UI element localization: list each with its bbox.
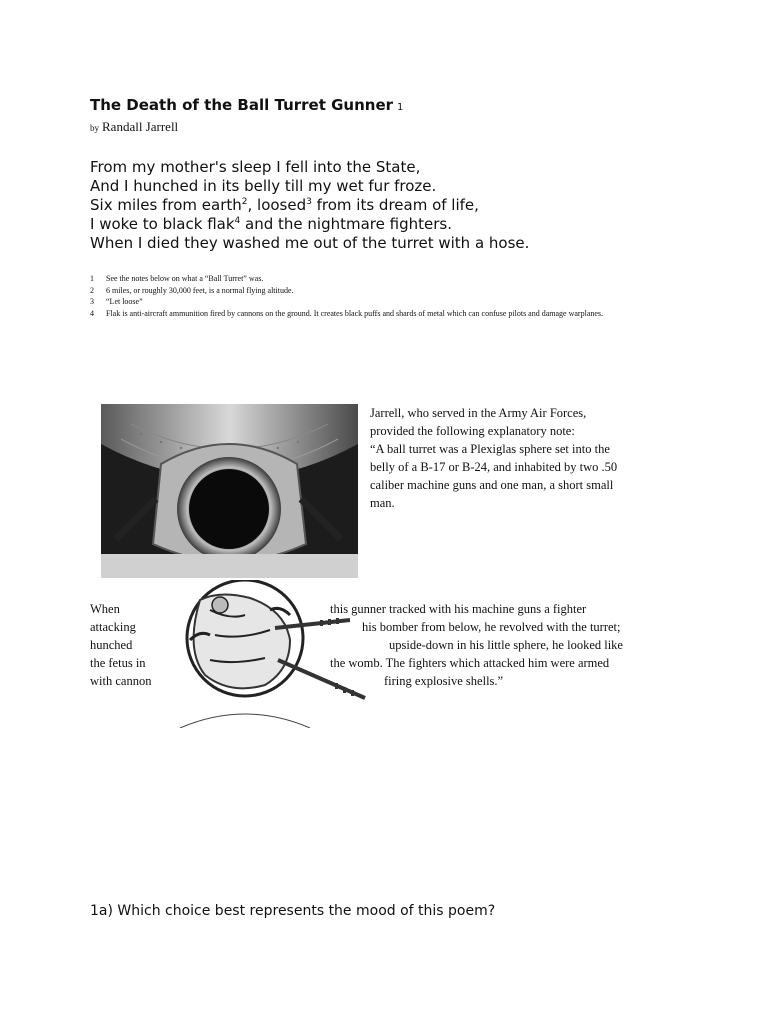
footnote (90, 296, 670, 308)
footnote-number: 3 (90, 297, 94, 306)
footnote-ref-4: 4 (234, 216, 241, 226)
wrap-left-line: attacking (90, 620, 136, 634)
footnote (90, 308, 670, 320)
wrap-right-line: the womb. The fighters which attacked him were armed (330, 656, 610, 670)
poem-title (90, 96, 403, 114)
footnote-ref-2: 2 (241, 197, 248, 207)
poem-line-4-part-a: I woke to black flak (90, 215, 235, 233)
explanatory-line: “A ball turret was a Plexiglas sphere set into the (370, 442, 610, 456)
poem-line-4-part-b: and the nightmare fighters. (240, 215, 452, 233)
footnote (90, 285, 670, 297)
wrap-left-line: When (90, 602, 120, 616)
poem-title-text: The Death of the Ball Turret Gunner (90, 96, 394, 114)
title-footnote-mark: 1 (397, 102, 404, 113)
wrap-left-line: with cannon (90, 674, 152, 688)
wrap-left-line: the fetus in (90, 656, 146, 670)
wrap-right-line: his bomber from below, he revolved with the turret; (362, 620, 621, 634)
explanatory-line: provided the following explanatory note: (370, 424, 575, 438)
explanatory-line: belly of a B-17 or B-24, and inhabited by two .50 (370, 460, 618, 474)
poem-body (90, 158, 529, 253)
footnote-number: 1 (90, 274, 94, 283)
explanatory-line: man. (370, 496, 395, 510)
poem-line-1: From my mother's sleep I fell into the State, (90, 158, 421, 176)
footnote-ref-3: 3 (306, 197, 312, 207)
explanatory-line: Jarrell, who served in the Army Air Forces, (370, 406, 587, 420)
poem-line-3-part-c: from its dream of life, (311, 196, 479, 214)
byline-by: by (90, 123, 99, 133)
wrap-right-line: firing explosive shells.” (384, 674, 504, 688)
poem-line-4 (90, 215, 529, 234)
footnote (90, 273, 670, 285)
footnote-number: 4 (90, 308, 94, 318)
poem-line-3 (90, 196, 529, 215)
byline (90, 119, 178, 135)
author-name: Randall Jarrell (102, 119, 179, 134)
footnote-number: 2 (90, 285, 94, 295)
footnote-text: See the notes below on what a “Ball Turret” was. (106, 274, 264, 283)
footnotes (90, 273, 670, 319)
footnote-text: “Let loose” (106, 297, 143, 306)
poem-line-3-part-a: Six miles from earth (90, 196, 242, 214)
wrap-right-line: this gunner tracked with his machine guns a fighter (330, 602, 587, 616)
ball-turret-photo (101, 404, 358, 578)
wrap-left-line: hunched (90, 638, 133, 652)
wrap-right-line: upside-down in his little sphere, he looked like (389, 638, 623, 652)
poem-line-2: And I hunched in its belly till my wet fur froze. (90, 177, 437, 195)
footnote-text: 6 miles, or roughly 30,000 feet, is a normal flying altitude. (106, 285, 294, 295)
question-1a: 1a) Which choice best represents the mood of this poem? (90, 903, 496, 919)
poem-line-5: When I died they washed me out of the turret with a hose. (90, 234, 530, 252)
explanatory-note (370, 404, 690, 512)
explanatory-line: caliber machine guns and one man, a short small (370, 478, 614, 492)
footnote-text: Flak is anti-aircraft ammunition fired by cannons on the ground. It creates black puffs and shards of metal which can confuse pilots and damage warplanes. (106, 308, 604, 318)
poem-line-3-part-b: , loosed (247, 196, 307, 214)
